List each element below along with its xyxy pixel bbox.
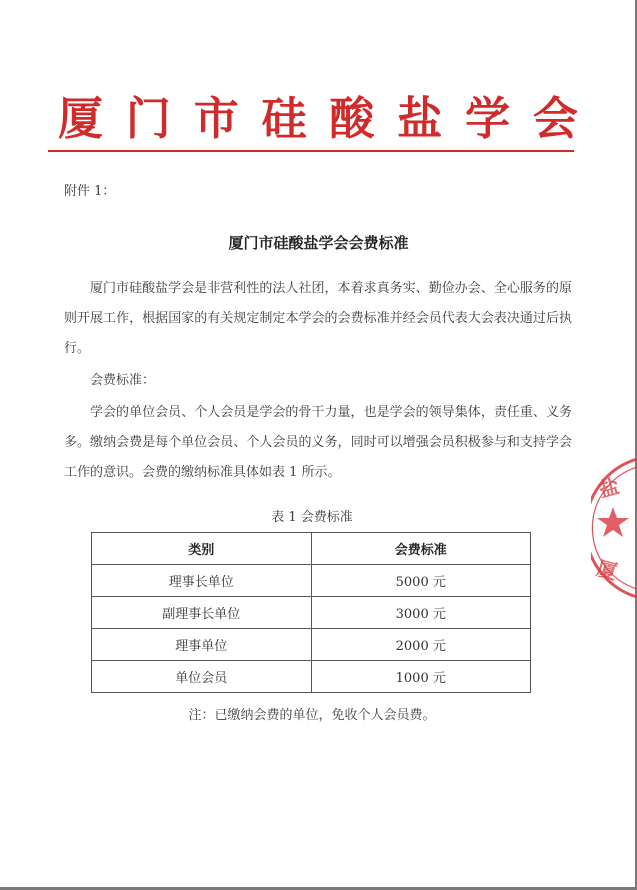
table-header-row bbox=[92, 533, 531, 565]
letterhead-char: 门 bbox=[125, 92, 171, 145]
section-heading: 会费标准： bbox=[90, 373, 156, 388]
category-cell: 理事单位 bbox=[92, 629, 312, 661]
letterhead-char: 学 bbox=[465, 92, 511, 145]
table-row bbox=[92, 629, 531, 661]
attachment-label: 附件 1： bbox=[64, 184, 116, 199]
letterhead-char: 会 bbox=[532, 92, 578, 145]
document-title: 厦门市硅酸盐学会会费标准 bbox=[228, 234, 409, 252]
letterhead-char: 酸 bbox=[329, 92, 375, 145]
body-paragraph: 学会的单位会员、个人会员是学会的骨干力量，也是学会的领导集体，责任重、义务多。缴纳会费是每个单位会员、个人会员的义务，同时可以增强会员积极参与和支持学会工作的意识。会费的缴纳标准具体如表 1 所示。 bbox=[64, 405, 572, 480]
seal-char: 厦 bbox=[594, 555, 620, 585]
seal-char: 盐 bbox=[596, 473, 622, 503]
table-caption: 表 1 会费标准 bbox=[271, 510, 353, 525]
table-row bbox=[92, 565, 531, 597]
table-row bbox=[92, 661, 531, 693]
fee-cell: 5000 元 bbox=[311, 565, 531, 597]
letterhead-char: 盐 bbox=[397, 92, 443, 145]
column-header-category: 类别 bbox=[92, 533, 312, 565]
letterhead-char: 厦 bbox=[58, 92, 104, 145]
seal-graphic bbox=[591, 455, 637, 601]
fee-cell: 3000 元 bbox=[311, 597, 531, 629]
letterhead-char: 硅 bbox=[261, 92, 307, 145]
table-row bbox=[92, 597, 531, 629]
fee-table bbox=[91, 532, 531, 693]
intro-paragraph: 厦门市硅酸盐学会是非营利性的法人社团，本着求真务实、勤俭办会、全心服务的原则开展工作，根据国家的有关规定制定本学会的会费标准并经会员代表大会表决通过后执行。 bbox=[64, 281, 572, 356]
column-header-fee: 会费标准 bbox=[311, 533, 531, 565]
letterhead-title bbox=[58, 90, 578, 148]
fee-cell: 2000 元 bbox=[311, 629, 531, 661]
official-seal-stamp bbox=[591, 455, 637, 601]
seal-star-icon bbox=[597, 507, 629, 537]
category-cell: 副理事长单位 bbox=[92, 597, 312, 629]
table-note: 注：已缴纳会费的单位，免收个人会员费。 bbox=[188, 708, 436, 723]
letterhead-char: 市 bbox=[193, 92, 239, 145]
letterhead-divider bbox=[48, 150, 574, 152]
category-cell: 理事长单位 bbox=[92, 565, 312, 597]
fee-cell: 1000 元 bbox=[311, 661, 531, 693]
category-cell: 单位会员 bbox=[92, 661, 312, 693]
